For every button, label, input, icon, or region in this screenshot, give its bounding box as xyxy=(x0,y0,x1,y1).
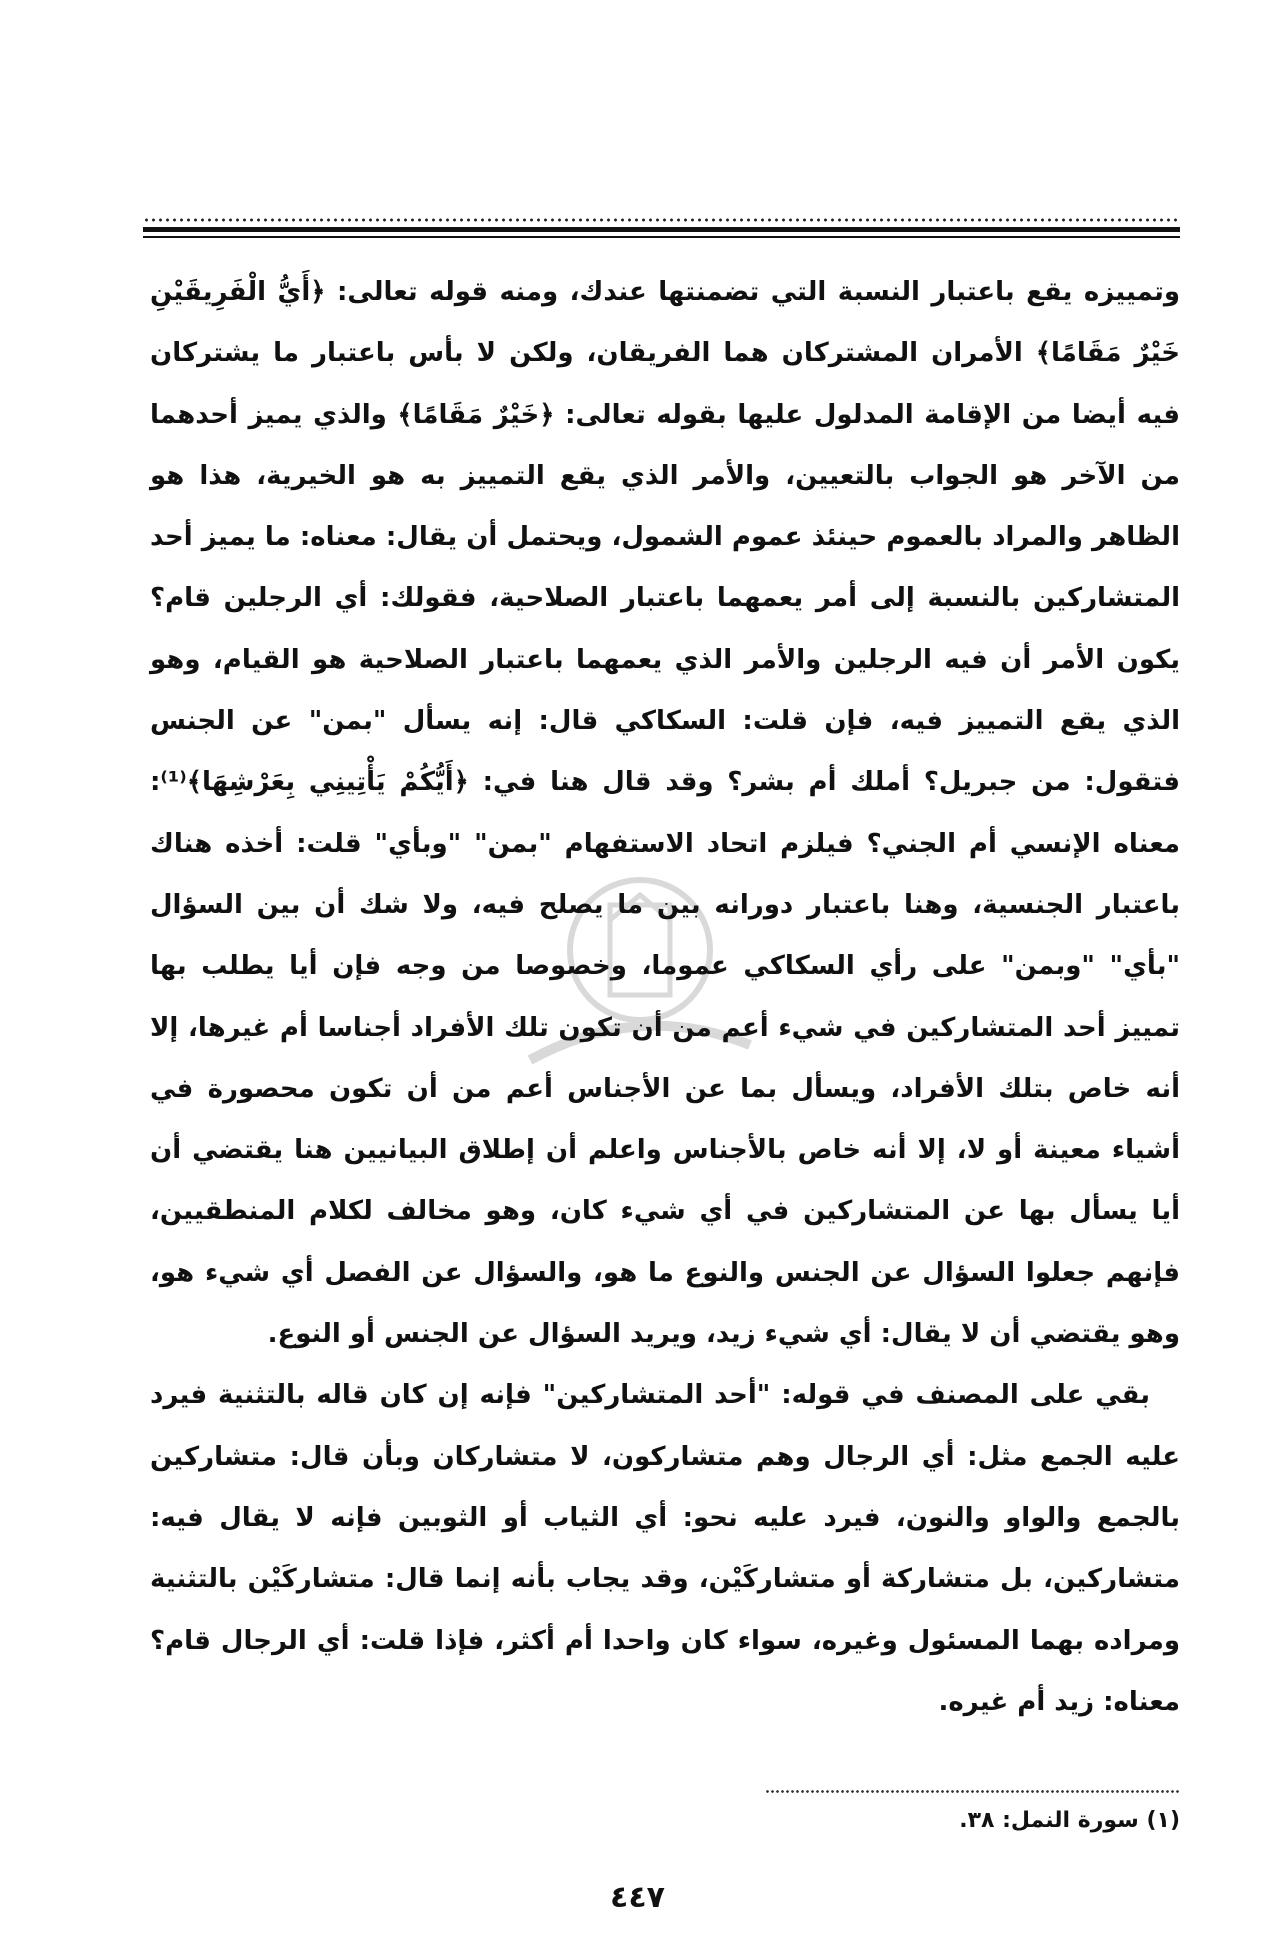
footnote-separator xyxy=(765,1790,1180,1793)
header-thin-line xyxy=(143,236,1180,238)
header-dotted-line xyxy=(143,218,1180,222)
header-thick-line xyxy=(143,227,1180,232)
main-text xyxy=(150,262,1180,1733)
paragraph-2: بقي على المصنف في قوله: "أحد المتشاركين" فإنه إن كان قاله بالتثنية فيرد عليه الجمع مثل: أي الرجال وهم متشاركون، لا متشاركان وبأن قال: متشاركين بالجمع والواو والنون، فيرد عليه نحو: أي الثياب أو الثوبين فإنه لا يقال فيه: متشاركين، بل متشاركة أو متشاركَيْن، وقد يجاب بأنه إنما قال: متشاركَيْن بالتثنية ومراده بهما المسئول وغيره، سواء كان واحدا أم أكثر، فإذا قلت: أي الرجال قام؟ معناه: زيد أم غيره. xyxy=(150,1380,1180,1717)
header-rule xyxy=(143,218,1180,248)
footnote: (١) سورة النمل: ٣٨. xyxy=(959,1808,1180,1833)
paragraph-1: وتمييزه يقع باعتبار النسبة التي تضمنتها عندك، ومنه قوله تعالى: ﴿أَيُّ الْفَرِيقَيْنِ خَيْرٌ مَقَامًا﴾ الأمران المشتركان هما الفريقان، ولكن لا بأس باعتبار ما يشتركان فيه أيضا من الإقامة المدلول عليها بقوله تعالى: ﴿خَيْرٌ مَقَامًا﴾ والذي يميز أحدهما من الآخر هو الجواب بالتعيين، والأمر الذي يقع التمييز به هو الخيرية، هذا هو الظاهر والمراد بالعموم حينئذ عموم الشمول، ويحتمل أن يقال: معناه: ما يميز أحد المتشاركين بالنسبة إلى أمر يعمهما باعتبار الصلاحية، فقولك: أي الرجلين قام؟ يكون الأمر أن فيه الرجلين والأمر الذي يعمهما باعتبار الصلاحية هو القيام، وهو الذي يقع التمييز فيه، فإن قلت: السكاكي قال: إنه يسأل "بمن" عن الجنس فتقول: من جبريل؟ أملك أم بشر؟ وقد قال هنا في: ﴿أَيُّكُمْ يَأْتِينِي بِعَرْشِهَا﴾⁽¹⁾: معناه الإنسي أم الجني؟ فيلزم اتحاد الاستفهام "بمن" "وبأي" قلت: أخذه هناك باعتبار الجنسية، وهنا باعتبار دورانه بين ما يصلح فيه، ولا شك أن بين السؤال "بأي" "وبمن" على رأي السكاكي عموما، وخصوصا من وجه فإن أيا يطلب بها تمييز أحد المتشاركين في شيء أعم من أن تكون تلك الأفراد أجناسا أم غيرها، إلا أنه خاص بتلك الأفراد، ويسأل بما عن الأجناس أعم من أن تكون محصورة في أشياء معينة أو لا، إلا أنه خاص بالأجناس واعلم أن إطلاق البيانيين هنا يقتضي أن أيا يسأل بها عن المتشاركين في أي شيء كان، وهو مخالف لكلام المنطقيين، فإنهم جعلوا السؤال عن الجنس والنوع ما هو، والسؤال عن الفصل أي شيء هو، وهو يقتضي أن لا يقال: أي شيء زيد، ويريد السؤال عن الجنس أو النوع. xyxy=(150,277,1180,1350)
page-number: ٤٤٧ xyxy=(610,1880,665,1915)
